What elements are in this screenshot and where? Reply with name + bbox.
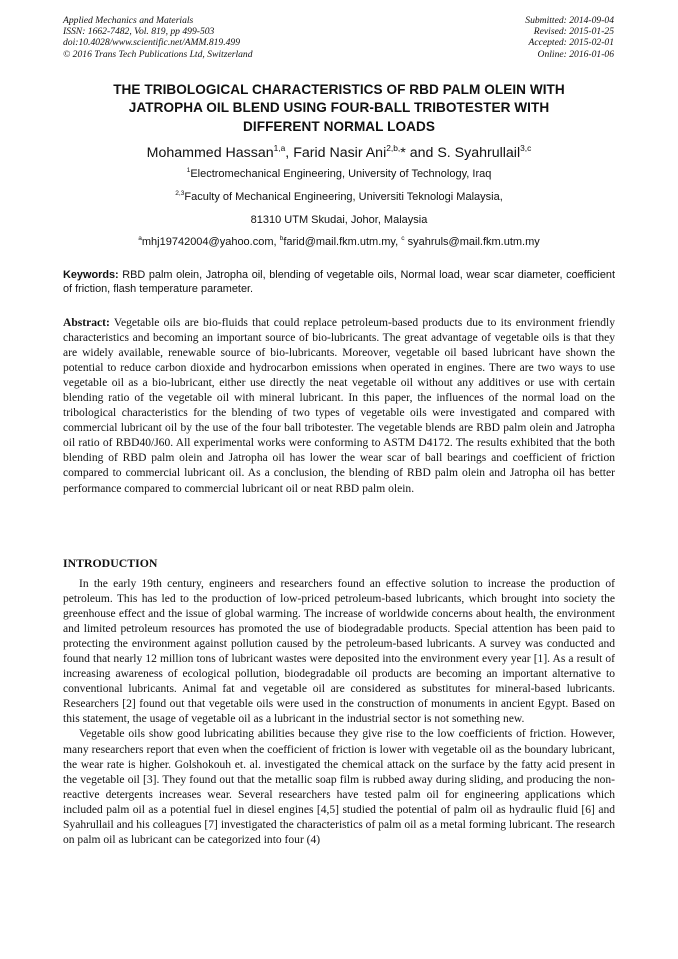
author-2-marker: 2,b, <box>386 143 401 153</box>
affiliation-1-text: Electromechanical Engineering, University of Technology, Iraq <box>190 168 492 180</box>
email-a: mhj19742004@yahoo.com, <box>141 236 280 248</box>
author-emails <box>63 235 615 249</box>
keywords-block <box>63 268 615 296</box>
author-3-marker: 3,c <box>520 143 532 153</box>
author-2: Farid Nasir Ani <box>293 145 387 161</box>
abstract-text: Vegetable oils are bio-fluids that could replace petroleum-based products due to its environment friendly characteristics and becoming an important source of bio-lubricants. The great advantage of vegetable oils is that they are widely available, renewable source of bio-lubricants. Moreover, vegetable oil based lubricant have shown the potential to reduce carbon dioxide and hydrocarbon emissions when operated in engines. There are two ways to use vegetable oil as a bio-lubricant, either use directly the neat vegetable oil without any additives or use with certain blending ratio of the vegetable oil with mineral lubricant. In this paper, the influences of the normal load on the tribological characteristics for the blending of two types of vegetable oils were investigated and compared with commercial lubricant oil by the use of the four ball tribotester. The vegetable blends are RBD palm olein and Jatropha oil ratio of RBD40/J60. All experimental works were conforming to ASTM D4172. The results exhibited that the both blending of RBD palm olein and Jatropha oil has lower the wear scar of ball bearings and coefficient of friction compared to commercial lubricant oil. As a conclusion, the blending of RBD palm olein and Jatropha oil has better performance compared to commercial lubricant oil or neat RBD palm olein. <box>63 317 615 495</box>
journal-info <box>63 15 363 60</box>
author-1-marker: 1,a <box>273 143 286 153</box>
journal-name: Applied Mechanics and Materials <box>63 15 194 26</box>
email-b: farid@mail.fkm.utm.my, <box>283 236 402 248</box>
introduction-body <box>63 577 615 848</box>
accepted-date: Accepted: 2015-02-01 <box>528 37 614 49</box>
copyright: © 2016 Trans Tech Publications Ltd, Switzerland <box>63 48 253 60</box>
affiliation-address: 81310 UTM Skudai, Johor, Malaysia <box>250 214 428 226</box>
abstract-label: Abstract: <box>63 317 110 329</box>
author-separator-2: and <box>405 145 438 161</box>
author-separator-1: , <box>285 145 294 161</box>
affiliation-1-marker: 1 <box>186 167 191 174</box>
publication-dates <box>414 15 614 60</box>
abstract-block <box>63 316 615 497</box>
submitted-date: Submitted: 2014-09-04 <box>525 15 614 26</box>
online-date: Online: 2016-01-06 <box>537 48 614 60</box>
email-b-marker: b <box>279 235 284 242</box>
section-heading-introduction: INTRODUCTION <box>63 556 158 570</box>
paragraph: In the early 19th century, engineers and researchers found an effective solution to increase the production of petroleum. This has led to the production of low-priced petroleum-based lubricants, which brought into society the greenhouse effect and the issue of global warming. The increase of worldwide concerns about health, the environment and limited petroleum resources has promoted the use of biodegradable products. Special attention has been paid to protecting the environment against pollution caused by the petroleum-based lubricants. A survey was conducted and found that nearly 12 million tons of lubricant wastes were deposited into the environment every year [1]. As a result of increasing awareness of ecological pollution, biodegradable oil products are becoming an important alternative to conventional lubricants. Animal fat and vegetable oil are considered as substitutes for mineral-based lubricants. Researchers [2] found out that vegetable oils were used in the construction of monuments in ancient Egypt. Based on this statement, the usage of vegetable oil as a lubricant in the industrial sector is not something new. <box>63 578 615 726</box>
title-line-2: JATROPHA OIL BLEND USING FOUR-BALL TRIBOTESTER WITH <box>128 100 550 116</box>
email-c-marker: c <box>401 235 405 242</box>
title-line-1: THE TRIBOLOGICAL CHARACTERISTICS OF RBD PALM OLEIN WITH <box>113 82 565 97</box>
paragraph: Vegetable oils show good lubricating abilities because they give rise to the low coefficients of friction. However, many researchers report that even when the coefficient of friction is lower with vegetable oil as the boundary lubricant, the wear rate is higher. Golshokouh et. al. investigated the chemical attack on the surface by the fatty acid present in the vegetable oil [3]. They found out that the metallic soap film is rubbed away during sliding, and producing the non-reactive detergents increases wear. Several researchers have tested palm oil for engineering applications which included palm oil as a potential fuel in diesel engines [4,5] studied the potential of palm oil as hydraulic fluid [6] and Syahrullail and his colleagues [7] investigated the characteristics of palm oil as a metal forming lubricant. The research on palm oil as lubricant can be categorized into four (4) <box>63 728 615 846</box>
corresponding-author-star: * <box>400 145 406 161</box>
title-line-3: DIFFERENT NORMAL LOADS <box>243 118 435 134</box>
email-c: syahruls@mail.fkm.utm.my <box>404 236 540 248</box>
keywords-label: Keywords: <box>63 269 119 281</box>
affiliation-2 <box>63 190 615 204</box>
doi: doi:10.4028/www.scientific.net/AMM.819.499 <box>63 37 241 49</box>
email-a-marker: a <box>138 235 142 242</box>
author-list <box>63 144 615 162</box>
affiliation-1 <box>63 167 615 181</box>
affiliation-2-text: Faculty of Mechanical Engineering, Universiti Teknologi Malaysia, <box>184 191 503 203</box>
author-3: S. Syahrullail <box>437 145 521 161</box>
paper-title <box>63 81 615 136</box>
issn: ISSN: 1662-7482, Vol. 819, pp 499-503 <box>63 26 215 38</box>
keywords-text: RBD palm olein, Jatropha oil, blending of vegetable oils, Normal load, wear scar diameter, coefficient of friction, flash temperature parameter. <box>63 269 615 296</box>
author-1: Mohammed Hassan <box>146 145 274 161</box>
revised-date: Revised: 2015-01-25 <box>533 26 614 38</box>
affiliation-2-marker: 2,3 <box>175 190 185 197</box>
